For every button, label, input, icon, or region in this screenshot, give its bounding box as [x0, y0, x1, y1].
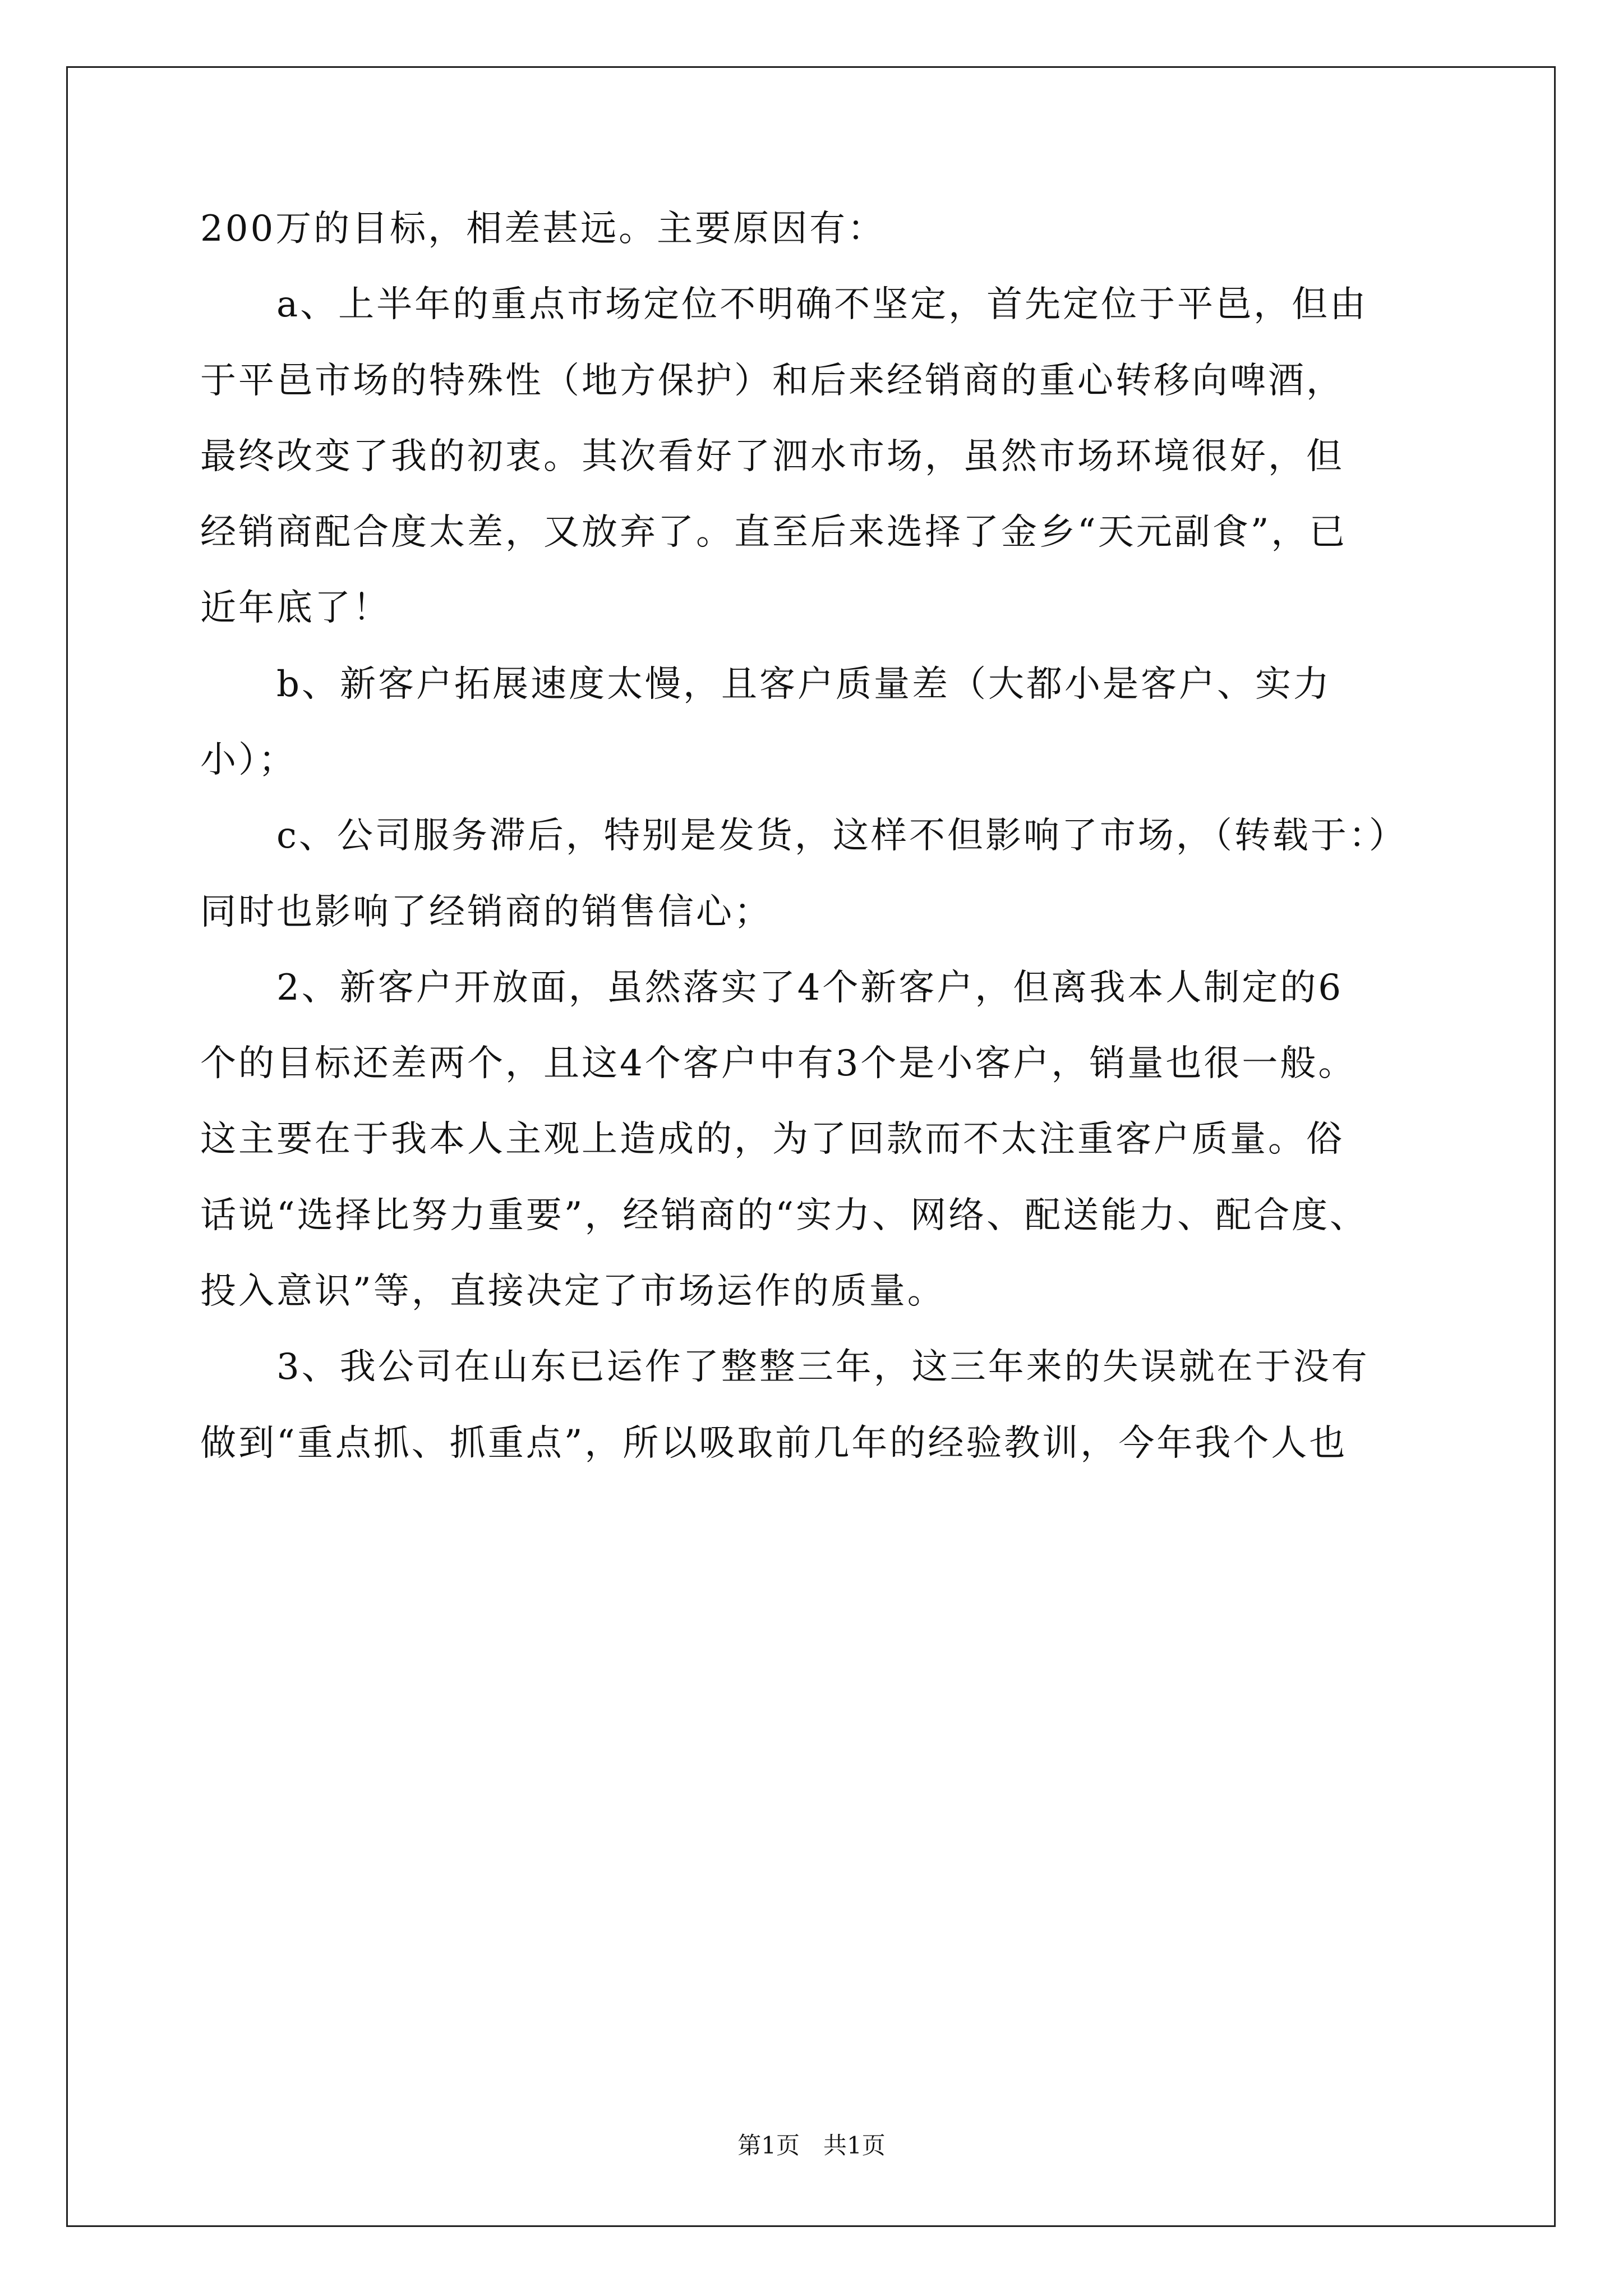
text-line: a、上半年的重点市场定位不明确不坚定，首先定位于平邑，但由: [200, 284, 1368, 325]
text-line: 最终改变了我的初衷。其次看好了泗水市场，虽然市场环境很好，但: [200, 436, 1344, 477]
text-line: 做到“重点抓、抓重点”，所以吸取前几年的经验教训，今年我个人也: [200, 1423, 1348, 1464]
text-line: 近年底了！: [200, 587, 391, 629]
text-line: 这主要在于我本人主观上造成的，为了回款而不太注重客户质量。俗: [200, 1119, 1344, 1160]
text-line: 话说“选择比努力重要”，经销商的“实力、网络、配送能力、配合度、: [200, 1195, 1368, 1236]
text-line: 经销商配合度太差，又放弃了。直至后来选择了金乡“天元副食”，已: [200, 512, 1348, 553]
text-line: 3、我公司在山东已运作了整整三年，这三年来的失误就在于没有: [200, 1346, 1370, 1388]
text-line: 200万的目标，相差甚远。主要原因有：: [200, 208, 886, 250]
text-line: 2、新客户开放面，虽然落实了4个新客户，但离我本人制定的6: [200, 967, 1344, 1009]
text-line: 小）；: [200, 739, 297, 781]
text-line: c、公司服务滞后，特别是发货，这样不但影响了市场，（转载于：）: [200, 815, 1407, 857]
text-line: b、新客户拓展速度太慢，且客户质量差（大都小是客户、实力: [200, 664, 1331, 705]
text-line: 于平邑市场的特殊性（地方保护）和后来经销商的重心转移向啤酒，: [200, 360, 1344, 402]
text-line: 投入意识”等，直接决定了市场运作的质量。: [200, 1271, 946, 1312]
page-number-footer: 第1页 共1页: [737, 2132, 886, 2159]
text-line: 同时也影响了经销商的销售信心；: [200, 891, 772, 933]
text-line: 个的目标还差两个，且这4个客户中有3个是小客户，销量也很一般。: [200, 1043, 1357, 1084]
